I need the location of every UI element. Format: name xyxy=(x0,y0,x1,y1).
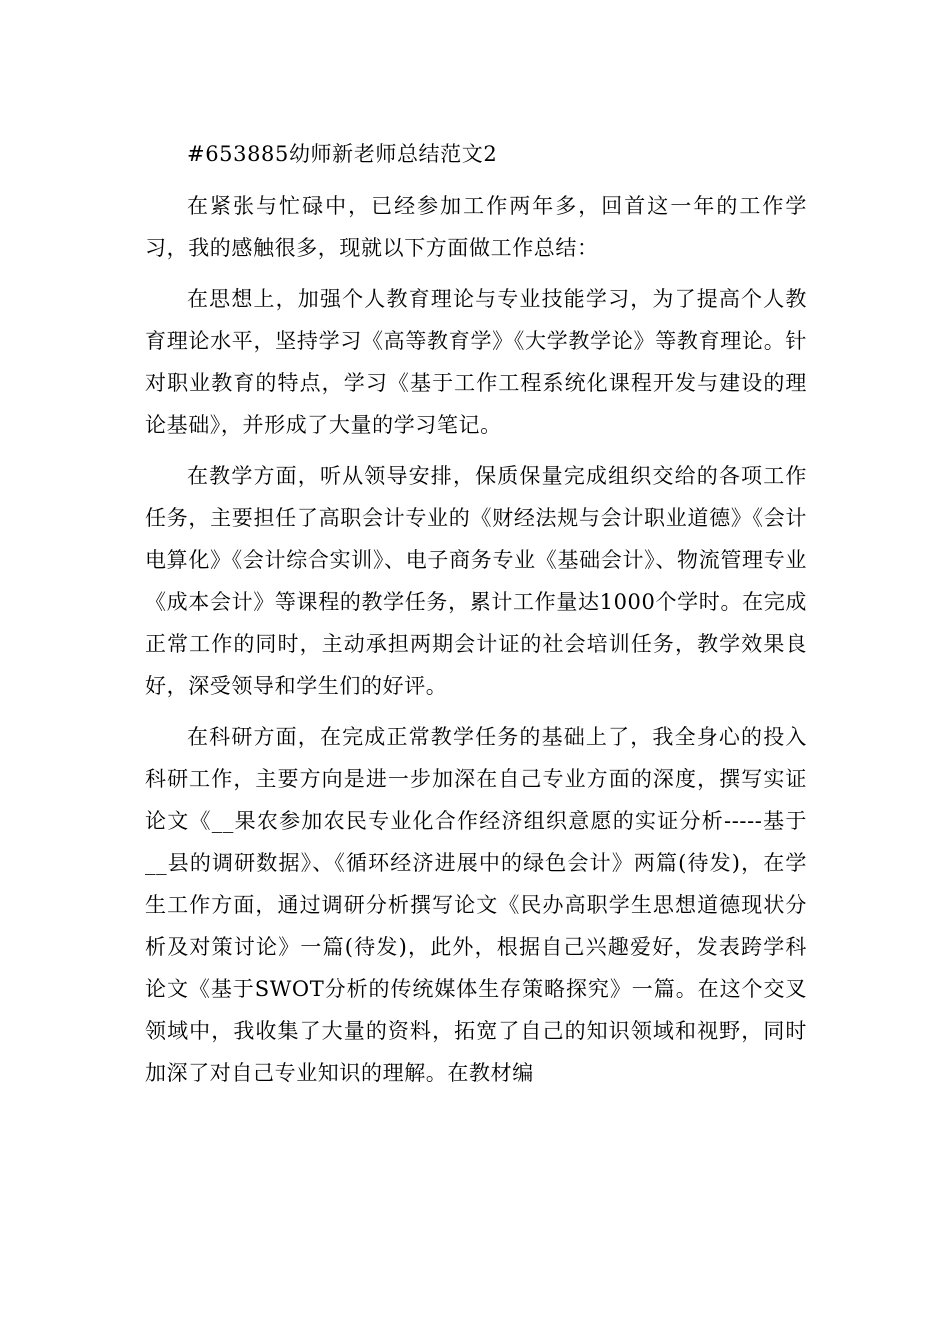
document-body xyxy=(145,133,807,1103)
paragraph-research: 在科研方面，在完成正常教学任务的基础上了，我全身心的投入科研工作，主要方向是进一步加深在自己专业方面的深度，撰写实证论文《__果农参加农民专业化合作经济组织意愿的实证分析-----基于__县的调研数据》、《循环经济进展中的绿色会计》两篇(待发)，在学生工作方面，通过调研分析撰写论文《民办高职学生思想道德现状分析及对策讨论》一篇(待发)，此外，根据自己兴趣爱好，发表跨学科论文《基于SWOT分析的传统媒体生存策略探究》一篇。在这个交叉领域中，我收集了大量的资料，拓宽了自己的知识领域和视野，同时加深了对自己专业知识的理解。在教材编 xyxy=(145,725,807,1085)
paragraph-teaching: 在教学方面，听从领导安排，保质保量完成组织交给的各项工作任务，主要担任了高职会计专业的《财经法规与会计职业道德》《会计电算化》《会计综合实训》、电子商务专业《基础会计》、物流管理专业《成本会计》等课程的教学任务，累计工作量达1000个学时。在完成正常工作的同时，主动承担两期会计证的社会培训任务，教学效果良好，深受领导和学生们的好评。 xyxy=(145,464,807,698)
document-title: #653885幼师新老师总结范文2 xyxy=(187,142,498,166)
paragraph-intro: 在紧张与忙碌中，已经参加工作两年多，回首这一年的工作学习，我的感触很多，现就以下方面做工作总结： xyxy=(145,194,807,260)
paragraph-ideology: 在思想上，加强个人教育理论与专业技能学习，为了提高个人教育理论水平，坚持学习《高等教育学》《大学教学论》等教育理论。针对职业教育的特点，学习《基于工作工程系统化课程开发与建设的理论基础》，并形成了大量的学习笔记。 xyxy=(145,287,807,437)
